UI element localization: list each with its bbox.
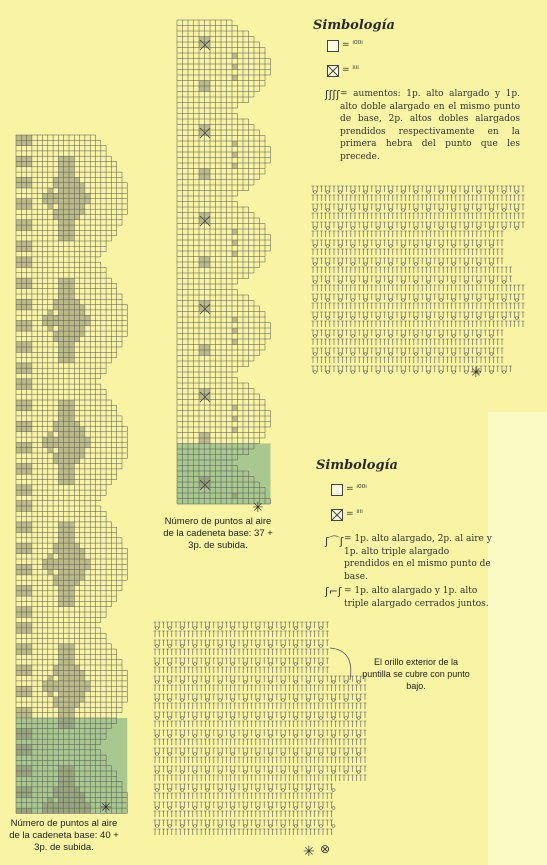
legend-bottom-item3-text: = 1p. alto alargado, 2p. al aire y 1p. alto triple alargado prendidos en el mismo punto de base. — [344, 534, 492, 582]
left-filet-chart — [16, 135, 127, 813]
left-chart-caption: Número de puntos al aire de la cadeneta base: 40 + 3p. de subida. — [9, 818, 119, 853]
legend-bottom-cross-eq: = ⁱⁱⁱⁱ — [346, 509, 363, 519]
start-star-icon: ✳ — [252, 500, 264, 516]
end-circle-cross-icon: ⊗ — [320, 842, 331, 856]
middle-filet-chart — [177, 20, 271, 504]
shell-stitch-icon: ʃ⌒ʃ — [325, 535, 344, 548]
legend-top-increase-text: = aumentos: 1p. alto alargado y 1p. alto doble alargado en el mismo punto de base, 2p. altos dobles alargados prendidos respectivamente en la primera hebra del punto que les precede. — [340, 89, 520, 162]
start-star-icon: ✳ — [100, 800, 112, 816]
edge-note-caption: El orillo exterior de la puntilla se cubre con punto bajo. — [362, 657, 470, 691]
legend-bottom-title: Simbología — [316, 458, 398, 473]
increase-stitch-icon: ʃʃʃʃ — [325, 88, 340, 101]
cross-square-icon — [327, 65, 339, 77]
start-star-icon: ✳ — [303, 844, 315, 860]
legend-top-cross-eq: = ⁱⁱⁱⁱ — [342, 65, 359, 75]
cross-square-icon — [331, 509, 343, 521]
legend-top-title: Simbología — [313, 18, 395, 33]
cluster-stitch-icon: ʃ⌐ʃ — [325, 585, 342, 598]
empty-square-icon — [331, 484, 343, 496]
legend-bottom-empty-eq: = ⁱ⁰⁰ⁱ — [346, 484, 367, 494]
legend-top-empty-eq: = ⁱ⁰⁰ⁱ — [342, 40, 363, 50]
edge-note-leader — [330, 648, 351, 680]
start-star-icon: ✳ — [470, 365, 482, 381]
empty-square-icon — [327, 40, 339, 52]
middle-chart-caption: Número de puntos al aire de la cadeneta base: 37 + 3p. de subida. — [163, 516, 273, 551]
top-right-crochet-chart — [312, 186, 525, 374]
legend-bottom-item4-text: = 1p. alto alargado y 1p. alto triple alargado cerrados juntos. — [344, 586, 489, 609]
bottom-crochet-chart — [154, 622, 367, 835]
